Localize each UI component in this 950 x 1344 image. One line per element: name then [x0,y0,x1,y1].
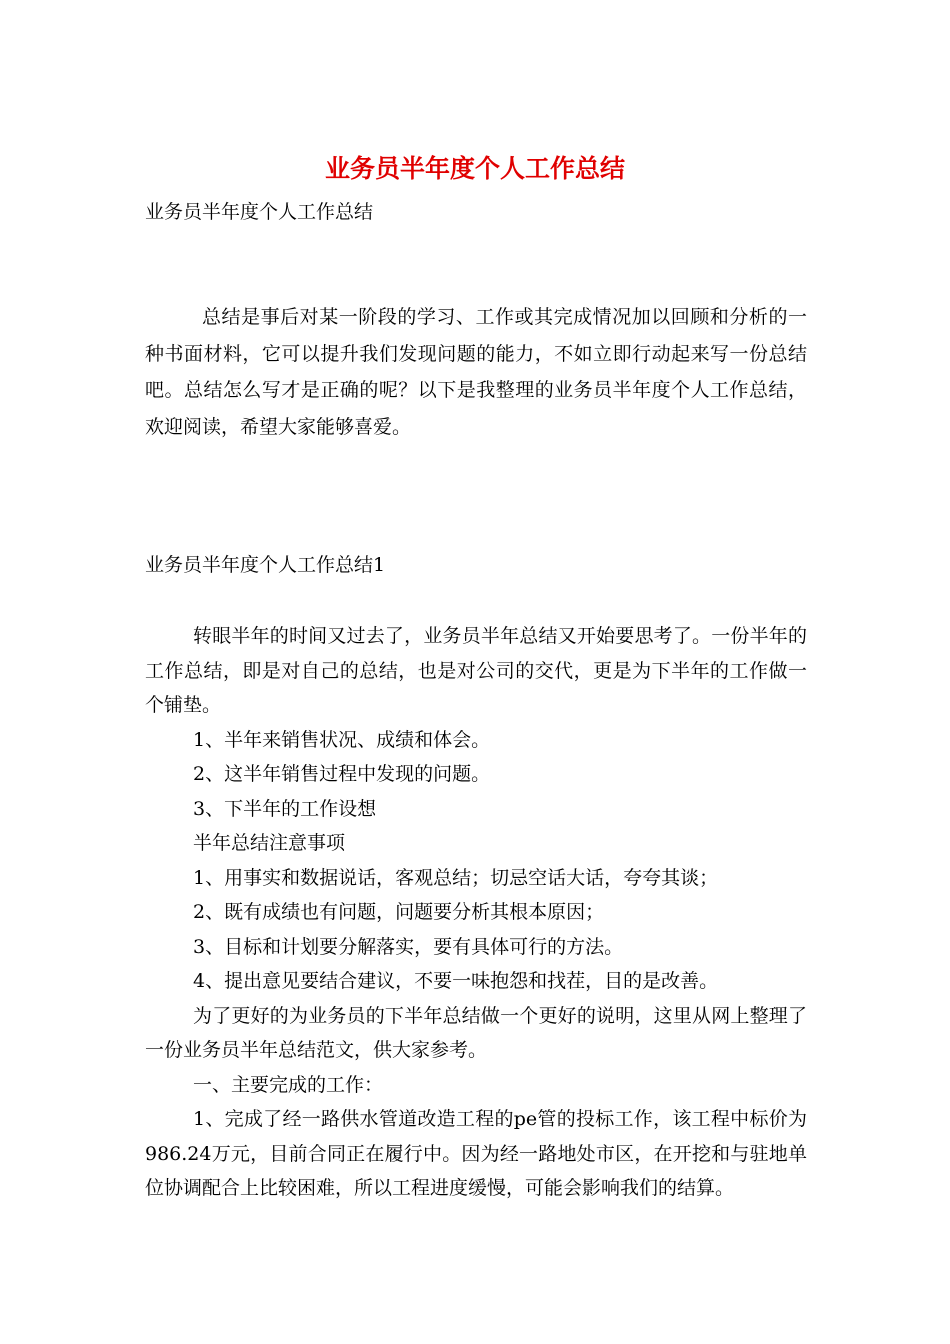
list-item: 2、既有成绩也有问题，问题要分析其根本原因； [193,901,605,923]
list-item: 3、目标和计划要分解落实，要有具体可行的方法。 [193,935,624,958]
subheading: 一、主要完成的工作： [193,1073,384,1096]
body-text [145,619,807,1206]
list-item: 4、提出意见要结合建议，不要一味抱怨和找茬，目的是改善。 [193,970,719,992]
paragraph: 1、完成了经一路供水管道改造工程的pe管的投标工作，该工程中标价为986.24万元，目前合同正在履行中。因为经一路地处市区，在开挖和与驻地单位协调配合上比较困难，所以工程进度缓慢，可能会影响我们的结算。 [145,1108,807,1199]
document-subtitle: 业务员半年度个人工作总结 [145,201,374,223]
list-item: 2、这半年销售过程中发现的问题。 [193,763,491,785]
intro-paragraph: 总结是事后对某一阶段的学习、工作或其完成情况加以回顾和分析的一种书面材料，它可以提升我们发现问题的能力，不如立即行动起来写一份总结吧。总结怎么写才是正确的呢？以下是我整理的业务员半年度个人工作总结，欢迎阅读，希望大家能够喜爱。 [145,306,807,438]
section-heading: 业务员半年度个人工作总结1 [145,554,386,576]
list-item: 1、半年来销售状况、成绩和体会。 [193,728,491,751]
list-item: 3、下半年的工作设想 [193,797,377,820]
paragraph: 转眼半年的时间又过去了，业务员半年总结又开始要思考了。一份半年的工作总结，即是对自己的总结，也是对公司的交代，更是为下半年的工作做一个铺垫。 [145,625,807,716]
document-title: 业务员半年度个人工作总结 [324,154,625,183]
subheading: 半年总结注意事项 [193,832,346,854]
list-item: 1、用事实和数据说话，客观总结；切忌空话大话，夸夸其谈； [193,866,719,889]
paragraph: 为了更好的为业务员的下半年总结做一个更好的说明，这里从网上整理了一份业务员半年总结范文，供大家参考。 [145,1004,807,1061]
